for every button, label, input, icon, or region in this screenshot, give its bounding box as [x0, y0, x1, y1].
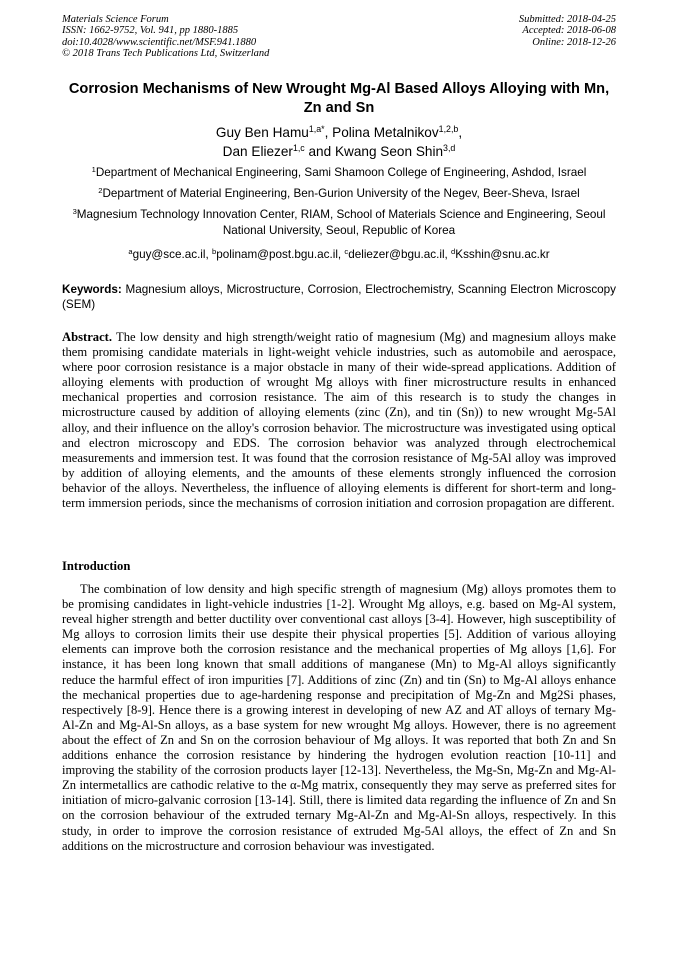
affiliation-marker: 3: [72, 206, 77, 216]
introduction-heading: Introduction: [62, 559, 131, 573]
author-name: Kwang Seon Shin: [334, 144, 444, 159]
affiliation-list: [62, 165, 616, 268]
email-list: $^a$guy@sce.ac.il, $^b$polinam@post.bgu.ac.il, $^c$deliezer@bgu.ac.il, $^d$Ksshin@snu.ac.kr: [128, 246, 550, 261]
author-name: Guy Ben Hamu: [215, 125, 309, 140]
email-marker: c: [344, 246, 349, 256]
author-superscript: 3,d: [443, 143, 456, 154]
online-date: Online: 2018-12-26: [532, 36, 616, 48]
publication-dates: [519, 14, 616, 48]
abstract-label: Abstract.: [62, 330, 113, 344]
journal-name: Materials Science Forum: [62, 14, 169, 25]
author-separator: ,: [324, 125, 333, 140]
author-superscript: 1,a*: [308, 124, 325, 135]
paper-title: Corrosion Mechanisms of New Wrought Mg-Al Based Alloys Alloying with Mn, Zn and Sn: [68, 81, 610, 116]
affiliation: [62, 207, 616, 238]
accepted-date: Accepted: 2018-06-08: [522, 25, 616, 37]
author-list: [62, 123, 616, 161]
abstract-text: The low density and high strength/weight ratio of magnesium (Mg) and magnesium alloys make them promising candidate materials in light-weight vehicle industries, such as automobile and aerospace, where poor corrosion resistance is a major obstacle in many of their wide-spread applications. Addition of alloying elements with production of wrought Mg alloys with finer microstructure results in enhanced mechanical properties and corrosion resistance. The aim of this research is to study the changes in microstructure caused by addition of alloying elements (zinc (Zn), and tin (Sn)) to new wrought Mg-5Al alloy, and their influence on the alloy's corrosion behavior. The microstructure was investigated using optical and electron microscopy and EDS. The corrosion behavior was analyzed through electrochemical measurements and immersion test. It was found that the corrosion resistance of Mg-5Al alloy was improved by addition of alloying elements, and the amounts of these elements strongly influenced the corrosion behavior of the alloys. Nevertheless, the influence of alloying elements is different for short-term and long-term immersion periods, since the mechanisms of corrosion initiation and corrosion propagation are different.: [62, 330, 617, 511]
affiliation-text: Department of Material Engineering, Ben-Gurion University of the Negev, Beer-Sheva, Israel: [102, 187, 580, 200]
affiliation-marker: 2: [98, 185, 103, 195]
submitted-date: Submitted: 2018-04-25: [518, 14, 616, 25]
journal-copyright: © 2018 Trans Tech Publications Ltd, Switzerland: [62, 47, 270, 59]
author-separator: and: [304, 144, 335, 159]
journal-info: [62, 14, 269, 59]
author-name: Polina Metalnikov: [332, 125, 439, 140]
keywords-label: Keywords:: [62, 283, 122, 296]
author-superscript: 1,c: [292, 143, 305, 154]
author-superscript: 1,2,b: [438, 124, 459, 135]
keywords-section: [62, 282, 616, 312]
affiliation: [62, 186, 616, 202]
email-link[interactable]: deliezer@bgu.ac.il: [348, 248, 445, 261]
abstract-section: [62, 330, 616, 511]
email-link[interactable]: Ksshin@snu.ac.kr: [455, 248, 550, 261]
keywords-text: Magnesium alloys, Microstructure, Corrosion, Electrochemistry, Scanning Electron Microscopy (SEM): [62, 283, 617, 311]
affiliation-marker: 1: [91, 164, 96, 174]
journal-issn: ISSN: 1662-9752, Vol. 941, pp 1880-1885: [62, 25, 239, 37]
author-name: Dan Eliezer: [222, 144, 293, 159]
introduction-paragraph: The combination of low density and high specific strength of magnesium (Mg) alloys promotes them to be promising candidates in light-vehicle industries [1-2]. Wrought Mg alloys, e.g. based on Mg-Al system, reveal higher strength and better ductility over conventional cast alloys [3-4]. However, high susceptibility of Mg alloys to corrosion limits their use despite their physical properties [5]. Addition of various alloying elements can improve both the corrosion resistance and the mechanical properties of Mg alloys [1,6]. For instance, it has been long known that small additions of manganese (Mn) to Mg-Al alloys significantly reduce the harmful effect of iron impurities [7]. Additions of zinc (Zn) and tin (Sn) to Mg-Al alloys enhance the mechanical properties due to age-hardening response and precipitation of Mg-Zn and Mg2Si phases, respectively [8-9]. Hence there is a growing interest in developing of new AZ and AT alloys of ternary Mg-Al-Zn and Mg-Al-Sn alloys, as a base system for new wrought Mg alloys. However, there is no agreement about the effect of Zn and Sn on the corrosion behaviour of Mg alloys. It was reported that both Zn and Sn additions enhance the corrosion resistance by hindering the hydrogen evolution reaction [10-11] and improving the stability of the corrosion products layer [12-13]. Nevertheless, the Mg-Sn, Mg-Zn and Mg-Al-Zn intermetallics are cathodic relative to the α-Mg matrix, consequently they may serve as preferred sites for initiation of micro-galvanic corrosion [13-14]. Still, there is limited data regarding the influence of Zn and Sn on the corrosion behaviour of the extruded ternary Mg-Al-Zn and Mg-Al-Sn alloys, respectively. In this study, in order to improve the corrosion resistance of extruded Mg-5Al alloys, the effect of Zn and Sn additions on the microstructure and corrosion behaviour was investigated.: [62, 582, 616, 853]
email-marker: b: [212, 246, 217, 256]
author-separator: ,: [458, 125, 463, 140]
email-link[interactable]: polinam@post.bgu.ac.il: [216, 248, 338, 261]
email-link[interactable]: guy@sce.ac.il: [132, 248, 206, 261]
email-marker: d: [451, 246, 456, 256]
affiliation: [62, 165, 616, 181]
journal-doi[interactable]: doi:10.4028/www.scientific.net/MSF.941.1880: [62, 36, 257, 48]
affiliation-text: Department of Mechanical Engineering, Sami Shamoon College of Engineering, Ashdod, Israel: [95, 166, 587, 179]
affiliation-text: Magnesium Technology Innovation Center, RIAM, School of Materials Science and Engineering, Seoul National University, Seoul, Republic of Korea: [76, 208, 606, 237]
email-marker: a: [128, 246, 133, 256]
